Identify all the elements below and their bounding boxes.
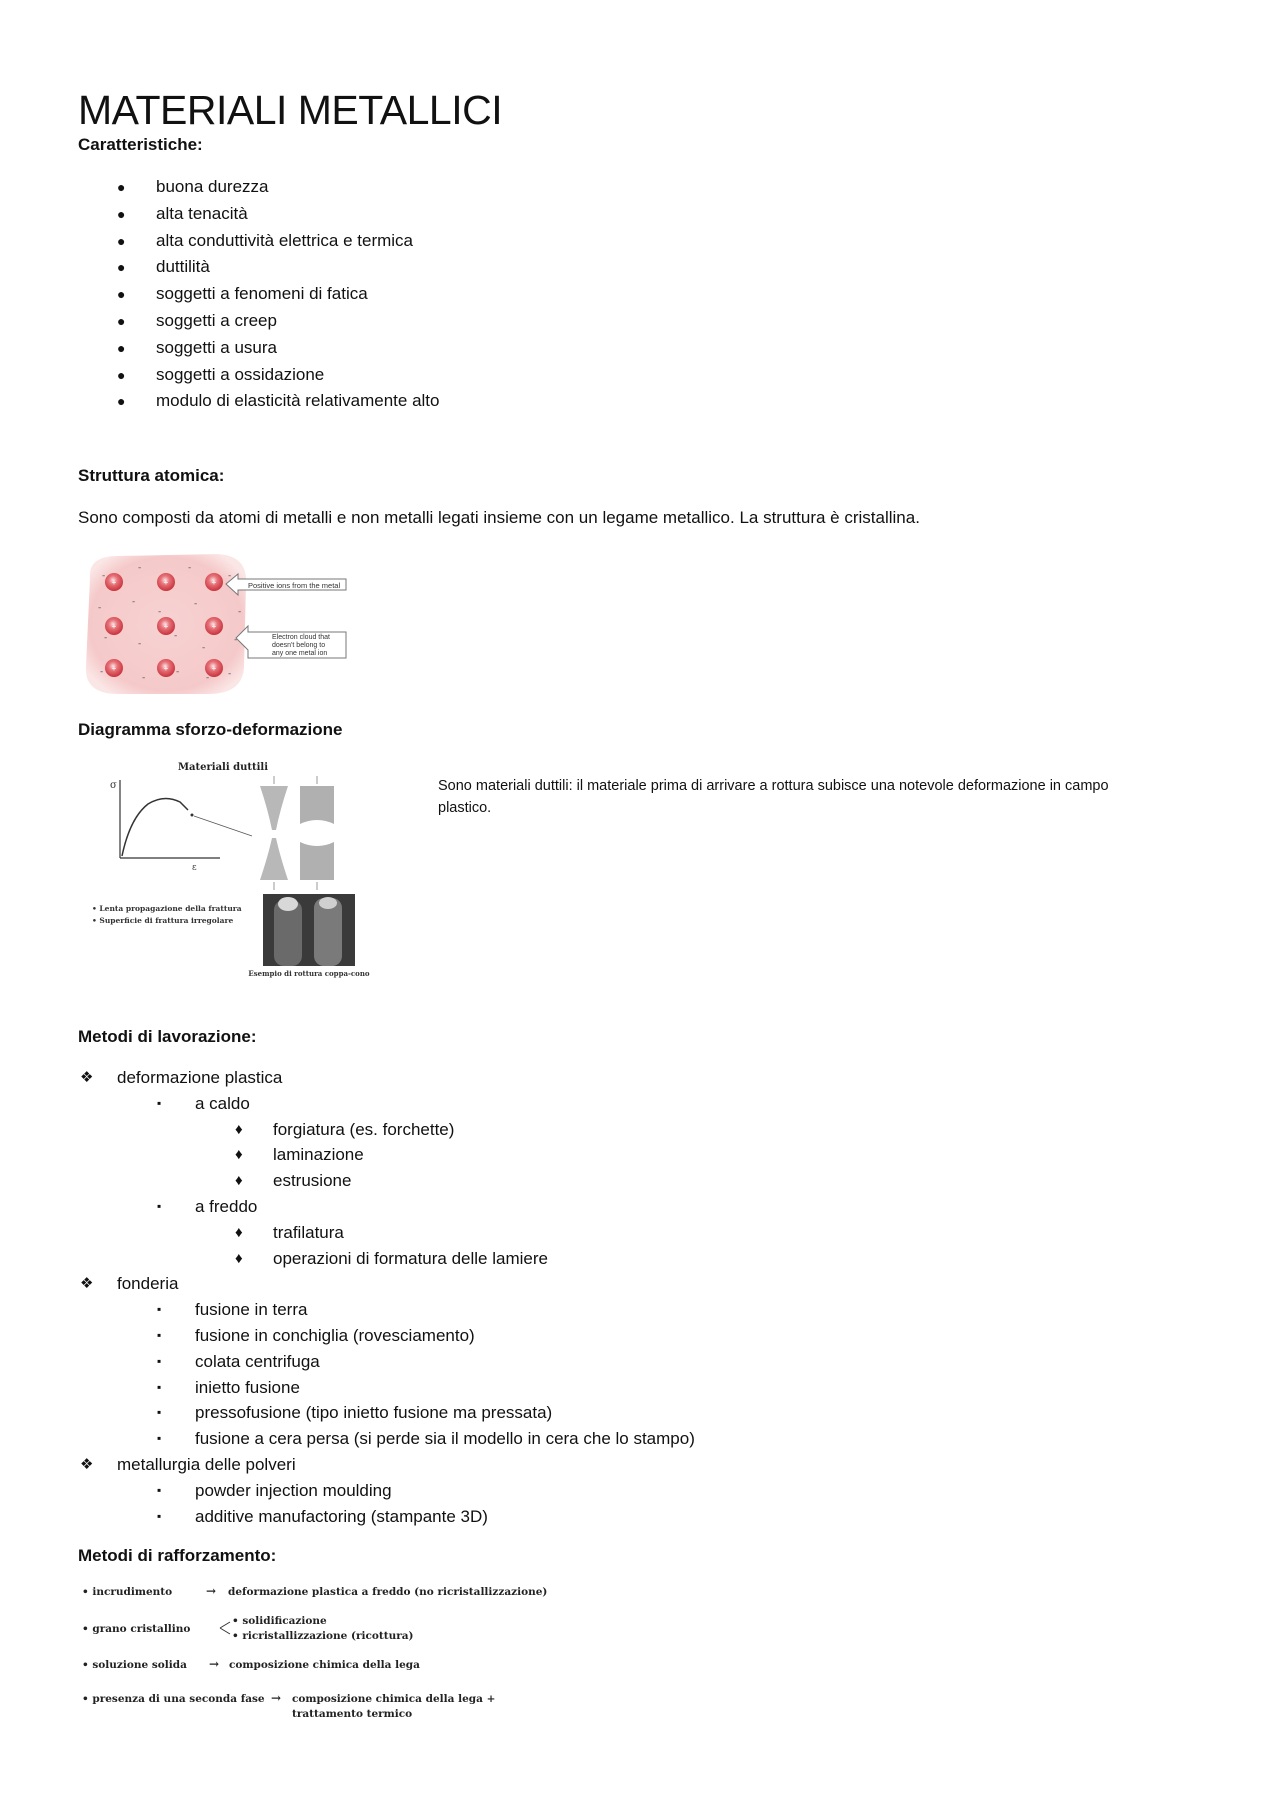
list-bullet-icon: ▪ <box>157 1353 162 1368</box>
ion-plus-sign: + <box>163 622 169 631</box>
lavorazione-item-label: trafilatura <box>273 1222 344 1242</box>
bullet-icon: ● <box>117 366 126 383</box>
raff-left-3: • soluzione solida <box>82 1659 187 1671</box>
ion-plus-sign: + <box>163 664 169 673</box>
svg-text:-: - <box>138 563 142 573</box>
list-bullet-icon: ▪ <box>157 1482 162 1497</box>
raff-right-4b: trattamento termico <box>292 1708 413 1720</box>
caratteristica-label: soggetti a fenomeni di fatica <box>156 284 368 304</box>
lavorazione-item-label: additive manufactoring (stampante 3D) <box>195 1506 488 1526</box>
list-bullet-icon: ▪ <box>157 1508 162 1523</box>
lavorazione-item-label: a freddo <box>195 1196 258 1216</box>
caratteristica-label: buona durezza <box>156 177 269 196</box>
bullet-icon: ● <box>117 393 126 410</box>
ion-plus-sign: + <box>211 578 217 587</box>
page-title: MATERIALI METALLICI <box>78 87 503 133</box>
svg-text:-: - <box>206 673 210 683</box>
svg-text:-: - <box>176 667 180 677</box>
lavorazione-item-level-3 <box>78 1142 978 1168</box>
lavorazione-item-label: operazioni di formatura delle lamiere <box>273 1248 548 1268</box>
caratteristica-label: modulo di elasticità relativamente alto <box>156 391 440 411</box>
caratteristica-item <box>78 228 1202 255</box>
svg-text:-: - <box>234 635 238 645</box>
caratteristiche-list <box>78 174 1202 415</box>
lavorazione-item-label: powder injection moulding <box>195 1480 392 1500</box>
lavorazione-item-level-2 <box>78 1194 978 1220</box>
lavorazione-item-level-2 <box>78 1091 978 1117</box>
caratteristica-label: soggetti a creep <box>156 310 277 330</box>
bullet-icon: ● <box>117 205 126 222</box>
lavorazione-item-label: metallurgia delle polveri <box>117 1454 296 1474</box>
list-bullet-icon: ▪ <box>157 1095 162 1110</box>
caratteristica-item <box>78 362 1202 389</box>
lavorazione-item-label: fonderia <box>117 1274 179 1294</box>
caratteristica-label: duttilità <box>156 257 210 277</box>
raff-left-2: • grano cristallino <box>82 1623 191 1635</box>
svg-text:-: - <box>238 607 242 617</box>
diagramma-text: Sono materiali duttili: il materiale prima di arrivare a rottura subisce una notevole deformazione in campo plastico. <box>438 778 1109 816</box>
bullet-icon: ● <box>117 312 126 329</box>
note-1: • Lenta propagazione della frattura <box>92 904 242 913</box>
lavorazione-item-label: a caldo <box>195 1093 250 1113</box>
list-bullet-icon: ❖ <box>80 1069 94 1086</box>
ion-plus-sign: + <box>111 664 117 673</box>
svg-text:-: - <box>132 597 136 607</box>
lavorazione-item-level-3 <box>78 1117 978 1143</box>
lavorazione-list <box>78 1065 978 1529</box>
ion-plus-sign: + <box>211 622 217 631</box>
caratteristica-item <box>78 308 1202 335</box>
svg-text:-: - <box>102 571 106 581</box>
lavorazione-item-level-2 <box>78 1323 978 1349</box>
lavorazione-item-level-1 <box>78 1065 978 1091</box>
lavorazione-item-level-2 <box>78 1400 978 1426</box>
bullet-icon: ● <box>117 286 126 303</box>
stress-strain-figure <box>88 758 408 978</box>
lavorazione-item-label: fusione in terra <box>195 1300 308 1320</box>
note-2: • Superficie di frattura irregolare <box>92 916 234 925</box>
caratteristica-item <box>78 388 1202 415</box>
label-cloud-1: Electron cloud that <box>272 634 330 641</box>
svg-text:-: - <box>100 667 104 677</box>
raff-right-1: deformazione plastica a freddo (no ricristallizzazione) <box>228 1586 548 1598</box>
lavorazione-item-label: forgiatura (es. forchette) <box>273 1119 455 1139</box>
svg-text:-: - <box>174 631 178 641</box>
label-cloud-2: doesn't belong to <box>272 642 326 649</box>
lavorazione-item-label: fusione in conchiglia (rovesciamento) <box>195 1325 475 1345</box>
svg-text:-: - <box>228 571 232 581</box>
list-bullet-icon: ▪ <box>157 1431 162 1446</box>
caratteristica-item <box>78 174 1202 201</box>
specimen-neck-1 <box>260 786 288 830</box>
caratteristica-item <box>78 335 1202 362</box>
metallic-bond-figure <box>78 548 358 698</box>
label-ions: Positive ions from the metal <box>248 581 341 590</box>
ion-plus-sign: + <box>111 622 117 631</box>
lavorazione-item-label: laminazione <box>273 1145 364 1165</box>
svg-text:-: - <box>188 563 192 573</box>
svg-text:-: - <box>104 633 108 643</box>
ion-plus-sign: + <box>211 664 217 673</box>
section-heading-struttura: Struttura atomica: <box>78 466 225 485</box>
ion-plus-sign: + <box>163 578 169 587</box>
bullet-icon: ● <box>117 339 126 356</box>
svg-text:-: - <box>142 673 146 683</box>
document-page <box>78 78 1202 1720</box>
lavorazione-item-level-2 <box>78 1478 978 1504</box>
list-bullet-icon: ❖ <box>80 1275 94 1293</box>
svg-text:-: - <box>194 599 198 609</box>
list-bullet-icon: ♦ <box>235 1120 243 1138</box>
caratteristica-label: soggetti a ossidazione <box>156 364 325 384</box>
section-heading-rafforzamento: Metodi di rafforzamento: <box>78 1546 277 1565</box>
lavorazione-item-label: deformazione plastica <box>117 1068 283 1087</box>
list-bullet-icon: ▪ <box>157 1379 162 1394</box>
caratteristica-item <box>78 254 1202 281</box>
lavorazione-item-level-2 <box>78 1297 978 1323</box>
raff-left-1: • incrudimento <box>82 1586 173 1598</box>
caratteristica-label: alta conduttività elettrica e termica <box>156 230 414 250</box>
lavorazione-item-level-1 <box>78 1452 978 1478</box>
stress-strain-curve <box>122 798 188 856</box>
list-bullet-icon: ▪ <box>157 1198 162 1213</box>
svg-text:→: → <box>209 1657 220 1671</box>
list-bullet-icon: ▪ <box>157 1327 162 1342</box>
svg-text:-: - <box>202 643 206 653</box>
list-bullet-icon: ▪ <box>157 1302 162 1317</box>
raff-right-2a: • solidificazione <box>232 1615 327 1627</box>
section-heading-caratteristiche: Caratteristiche: <box>78 135 203 154</box>
list-bullet-icon: ♦ <box>235 1146 243 1164</box>
specimen-cup-2 <box>300 842 334 880</box>
caratteristica-item <box>78 201 1202 228</box>
section-heading-lavorazione: Metodi di lavorazione: <box>78 1027 257 1046</box>
photo-caption: Esempio di rottura coppa-cono <box>248 969 370 978</box>
svg-text:→: → <box>271 1691 282 1705</box>
bullet-icon: ● <box>117 232 126 249</box>
bullet-icon: ● <box>117 179 126 195</box>
svg-text:-: - <box>138 639 142 649</box>
raff-right-2b: • ricristallizzazione (ricottura) <box>232 1630 414 1642</box>
lavorazione-item-label: pressofusione (tipo iniettο fusione ma pressata) <box>195 1403 553 1423</box>
ion-plus-sign: + <box>111 578 117 587</box>
lavorazione-item-level-3 <box>78 1168 978 1194</box>
list-bullet-icon: ▪ <box>157 1405 162 1420</box>
axis-epsilon: ε <box>192 863 197 873</box>
lavorazione-item-level-2 <box>78 1349 978 1375</box>
lavorazione-item-label: colata centrifuga <box>195 1351 320 1371</box>
raff-right-3: composizione chimica della lega <box>229 1659 420 1671</box>
lavorazione-item-level-2 <box>78 1426 978 1452</box>
lavorazione-item-label: iniettο fusione <box>195 1377 300 1397</box>
caratteristica-label: soggetti a usura <box>156 337 277 357</box>
svg-text:-: - <box>158 607 162 617</box>
specimen-cup-1 <box>300 786 334 824</box>
lavorazione-item-level-1 <box>78 1271 978 1297</box>
raff-left-4: • presenza di una seconda fase <box>82 1693 265 1705</box>
svg-text:-: - <box>98 603 102 613</box>
svg-text:→: → <box>206 1584 217 1598</box>
caratteristica-label: alta tenacità <box>156 203 248 223</box>
lavorazione-item-level-2 <box>78 1375 978 1401</box>
list-bullet-icon: ♦ <box>235 1172 243 1190</box>
list-bullet-icon: ❖ <box>80 1455 94 1473</box>
section-heading-diagramma: Diagramma sforzo-deformazione <box>78 720 343 739</box>
lavorazione-item-label: estrusione <box>273 1171 352 1191</box>
list-bullet-icon: ♦ <box>235 1223 243 1241</box>
struttura-text: Sono composti da atomi di metalli e non metalli legati insieme con un legame metallico. La struttura è cristallina. <box>78 508 920 527</box>
caratteristica-item <box>78 281 1202 308</box>
list-bullet-icon: ♦ <box>235 1249 243 1267</box>
lavorazione-item-level-2 <box>78 1504 978 1530</box>
svg-text:-: - <box>228 669 232 679</box>
lavorazione-item-level-3 <box>78 1220 978 1246</box>
specimen-neck-2 <box>260 838 288 880</box>
bullet-icon: ● <box>117 259 126 276</box>
label-cloud-3: any one metal ion <box>272 650 328 657</box>
raff-right-4a: composizione chimica della lega + <box>292 1693 496 1705</box>
figure-title: Materiali duttili <box>177 762 269 773</box>
lavorazione-item-label: fusione a cera persa (si perde sia il modello in cera che lo stampo) <box>195 1429 695 1449</box>
lavorazione-item-level-3 <box>78 1246 978 1272</box>
rafforzamento-figure <box>78 1578 598 1728</box>
axis-sigma: σ <box>110 780 117 791</box>
